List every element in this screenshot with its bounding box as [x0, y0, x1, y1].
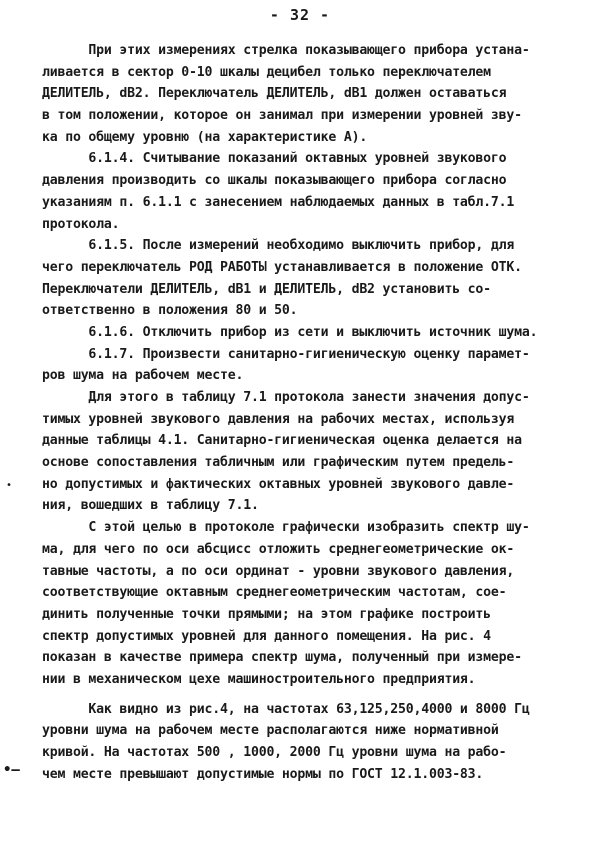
- text-line: нии в механическом цехе машиностроительного предприятия.: [42, 671, 476, 687]
- body-text: [42, 40, 562, 785]
- text-line: 6.1.7. Произвести санитарно-гигиеническую оценку парамет-: [42, 346, 530, 362]
- text-line: давления производить со шкалы показывающего прибора согласно: [42, 173, 507, 189]
- margin-dot: •: [6, 480, 13, 491]
- text-line: ка по общему уровню (на характеристике А).: [42, 129, 368, 145]
- text-line: указаниям п. 6.1.1 с занесением наблюдаемых данных в табл.7.1: [42, 194, 515, 210]
- text-line: показан в качестве примера спектр шума, полученный при измере-: [42, 650, 522, 666]
- text-line: тимых уровней звукового давления на рабочих местах, используя: [42, 411, 515, 427]
- text-line: ответственно в положения 80 и 50.: [42, 303, 298, 319]
- text-line: С этой целью в протоколе графически изобразить спектр шу-: [42, 520, 530, 536]
- text-line: чего переключатель РОД РАБОТЫ устанавливается в положение ОТК.: [42, 259, 522, 275]
- text-line: динить полученные точки прямыми; на этом графике построить: [42, 606, 491, 622]
- text-line: При этих измерениях стрелка показывающего прибора устана-: [42, 43, 530, 58]
- text-line: чем месте превышают допустимые нормы по ГОСТ 12.1.003-83.: [42, 766, 484, 782]
- text-line: основе сопоставления табличным или графическим путем предель-: [42, 455, 515, 471]
- text-line: соответствующие октавным среднегеометрическим частотам, сое-: [42, 585, 507, 601]
- text-line: ния, вошедших в таблицу 7.1.: [42, 498, 259, 514]
- text-line: ливается в сектор 0-10 шкалы децибел только переключателем: [42, 64, 491, 80]
- margin-mark: •–: [3, 762, 20, 778]
- text-line: Как видно из рис.4, на частотах 63,125,250,4000 и 8000 Гц: [42, 701, 530, 717]
- text-line: в том положении, которое он занимал при измерении уровней зву-: [42, 108, 522, 124]
- text-line: ДЕЛИТЕЛЬ, dB2. Переключатель ДЕЛИТЕЛЬ, dB1 должен оставаться: [42, 86, 507, 102]
- text-line: Для этого в таблицу 7.1 протокола занести значения допус-: [42, 390, 530, 405]
- text-line: ма, для чего по оси абсцисс отложить среднегеометрические ок-: [42, 541, 515, 557]
- text-line: ров шума на рабочем месте.: [42, 368, 244, 384]
- text-line: тавные частоты, а по оси ординат - уровни звукового давления,: [42, 563, 515, 579]
- text-line: спектр допустимых уровней для данного помещения. На рис. 4: [42, 628, 491, 644]
- text-line: Переключатели ДЕЛИТЕЛЬ, dB1 и ДЕЛИТЕЛЬ, dB2 установить со-: [42, 281, 491, 297]
- text-line: уровни шума на рабочем месте располагаются ниже нормативной: [42, 723, 499, 739]
- text-line: 6.1.6. Отключить прибор из сети и выключить источник шума.: [42, 324, 538, 340]
- text-line: 6.1.5. После измерений необходимо выключить прибор, для: [42, 238, 515, 254]
- text-line: кривой. На частотах 500 , 1000, 2000 Гц уровни шума на рабо-: [42, 745, 507, 760]
- text-line: 6.1.4. Считывание показаний октавных уровней звукового: [42, 151, 507, 167]
- text-line: протокола.: [42, 216, 120, 232]
- text-line: но допустимых и фактических октавных уровней звукового давле-: [42, 476, 515, 492]
- text-line: данные таблицы 4.1. Санитарно-гигиеническая оценка делается на: [42, 433, 522, 449]
- page-number: - 32 -: [269, 6, 331, 24]
